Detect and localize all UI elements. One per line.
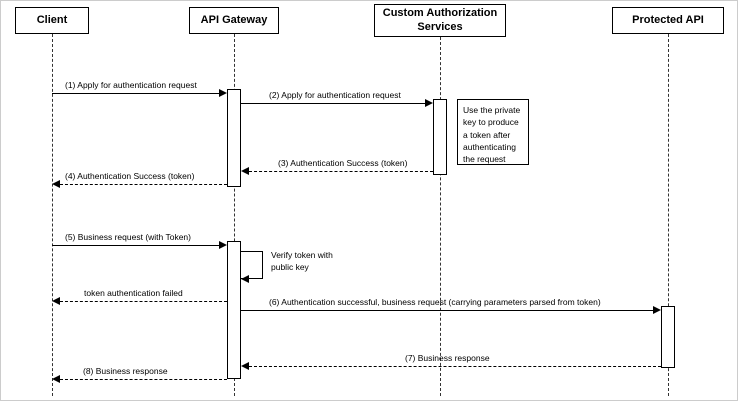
message-arrow-6 — [52, 297, 60, 305]
lifeline-head-protected-api — [612, 7, 724, 34]
message-arrow-3 — [241, 167, 249, 175]
lifeline-label-api-gateway: API Gateway — [200, 13, 268, 26]
message-arrow-4 — [52, 180, 60, 188]
lifeline-label-custom-authorization-services: Custom Authorization Services — [382, 7, 498, 33]
message-line-4 — [60, 184, 227, 185]
message-line-8 — [249, 366, 661, 367]
message-label-8: (7) Business response — [405, 353, 490, 363]
lifeline-line-custom-authorization-services — [440, 37, 441, 396]
activation-protected-api — [661, 306, 675, 368]
message-line-6 — [60, 301, 227, 302]
message-line-2 — [241, 103, 425, 104]
lifeline-line-client — [52, 34, 53, 396]
note-token — [457, 99, 529, 165]
note-token-text: Use the private key to produce a token after authenticating the request — [463, 105, 521, 165]
message-label-4: (4) Authentication Success (token) — [65, 171, 195, 181]
message-arrow-9 — [52, 375, 60, 383]
message-label-9: (8) Business response — [83, 366, 168, 376]
activation-auth-service — [433, 99, 447, 175]
lifeline-head-custom-authorization-services — [374, 4, 506, 37]
note-verify-text: Verify token with public key — [271, 250, 333, 273]
message-line-7 — [241, 310, 653, 311]
message-arrow-5 — [219, 241, 227, 249]
message-line-5 — [52, 245, 219, 246]
message-arrow-8 — [241, 362, 249, 370]
message-label-5: (5) Business request (with Token) — [65, 232, 191, 242]
lifeline-head-client — [15, 7, 89, 34]
message-label-1: (1) Apply for authentication request — [65, 80, 197, 90]
activation-api-gateway-auth — [227, 89, 241, 187]
message-line-9 — [60, 379, 227, 380]
self-message-arrow-verify-token — [241, 275, 249, 283]
activation-api-gateway-business — [227, 241, 241, 379]
message-label-6: token authentication failed — [84, 288, 183, 298]
lifeline-label-client: Client — [36, 13, 68, 26]
message-arrow-7 — [653, 306, 661, 314]
message-line-1 — [52, 93, 219, 94]
message-label-3: (3) Authentication Success (token) — [278, 158, 408, 168]
message-line-3 — [249, 171, 433, 172]
message-label-7: (6) Authentication successful, business request (carrying parameters parsed from token) — [269, 297, 601, 307]
message-arrow-1 — [219, 89, 227, 97]
lifeline-label-protected-api: Protected API — [632, 13, 704, 26]
message-arrow-2 — [425, 99, 433, 107]
note-verify — [267, 249, 337, 281]
message-label-2: (2) Apply for authentication request — [269, 90, 401, 100]
lifeline-head-api-gateway — [189, 7, 279, 34]
